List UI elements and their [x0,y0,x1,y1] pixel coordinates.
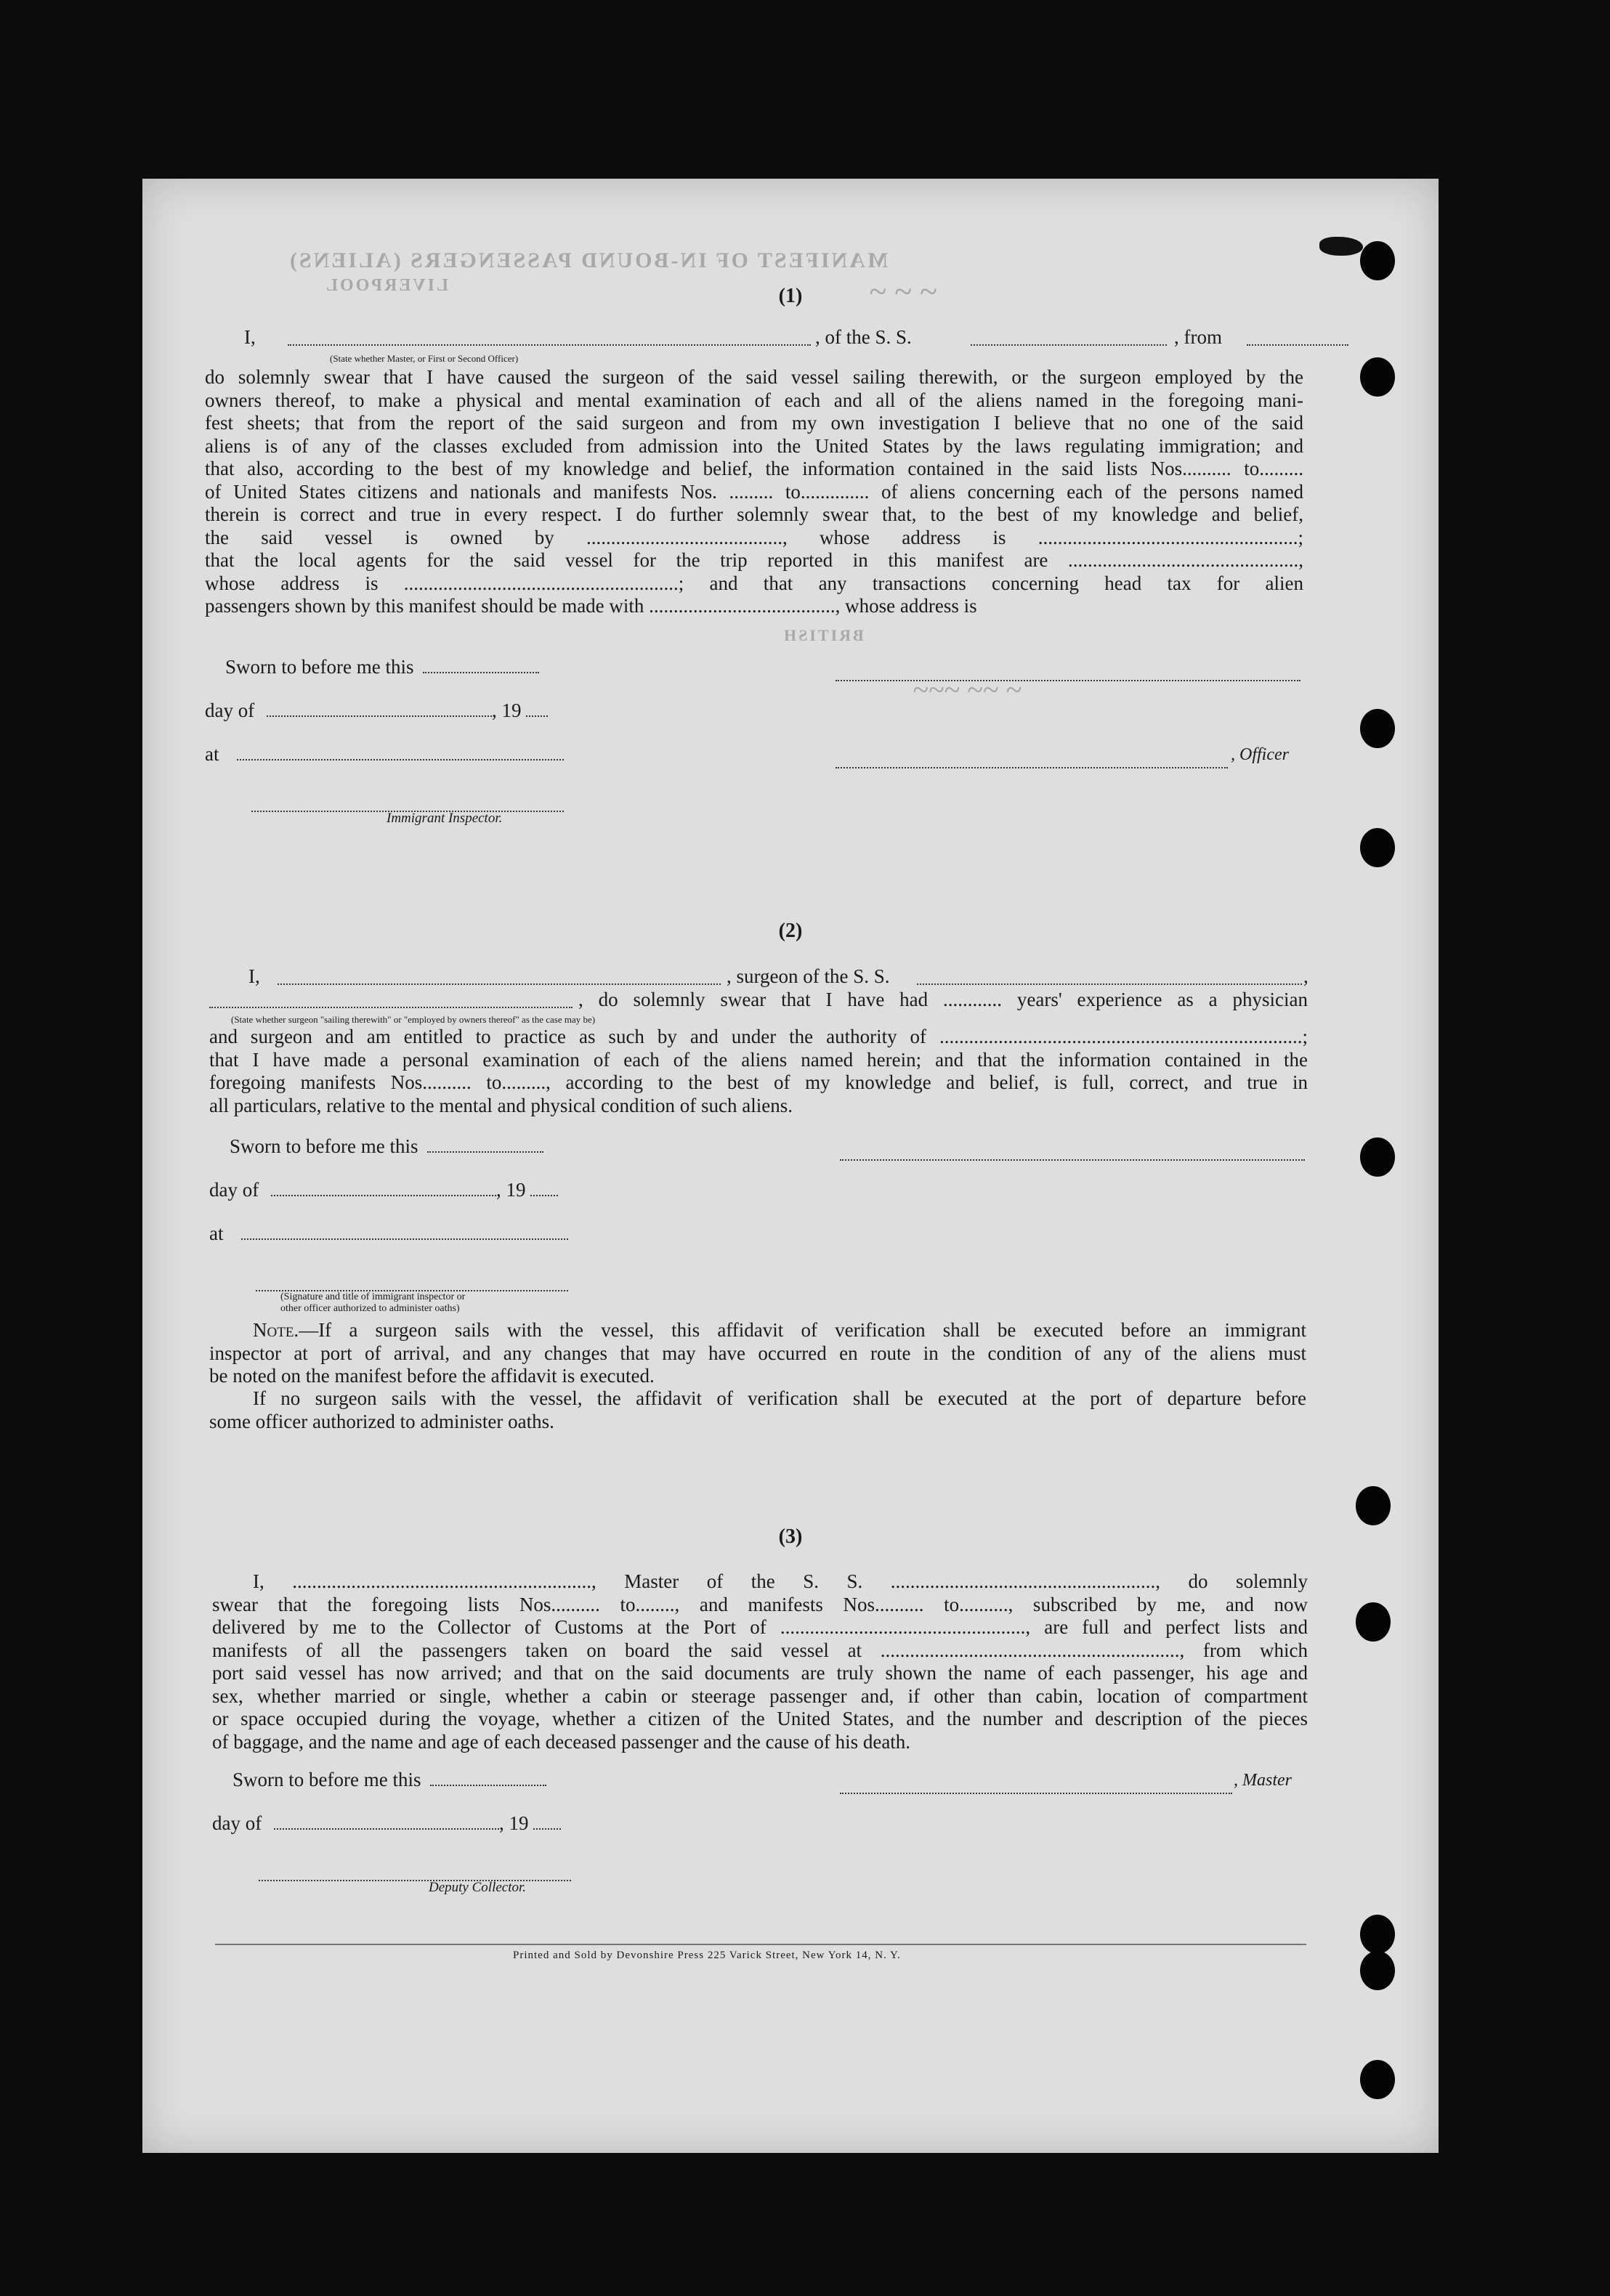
section-3-line: sex, whether married or single, whether a cabin or steerage passenger and, if other than cabin, location of compartment [212,1684,1308,1707]
form-sheet: MANIFEST OF IN-BOUND PASSENGERS (ALIENS) LIVERPOOL ~ ~ ~ (1) I, , of the S. S. , from (State whether Master, or First or Second Officer) do solemnly swear that I have caused the surgeon of the said vessel sailing therewith, or the surgeon employed by the owners thereof, to make a physical and mental examination of each and all of the aliens named in the foregoing mani- fest sheets; that from the report of the said surgeon and from my own investigation I believe that no one of the said aliens is of any of the classes excluded from admission into the United States by the laws regulating immigration; and that also, according to the best of my knowledge and belief, the information contained in the said lists Nos.......... to......... of United States citizens and nationals and manifests Nos. ......... to.............. of aliens concerning each of the persons named therein is correct and true in every respect. I do further solemnly swear that, to the best of my knowledge and belief, the said vessel is owned by ........................................, whose address is .....................................................; that the local agents for the said vessel for the trip reported in this manifest are ..............................................., whose address is ........................................................; and that any transactions concerning head tax for alien passengers shown by this manifest should be made with ......................................, whose address is BRITISH ~~~ ~~ ~ Sworn to before me this day of , 19 at , Officer Immigrant Inspector. (2) I, , surgeon of the S. S. , , do solemnly swear that I have had ............ years' experience as a physician (State whether surgeon "sailing therewith" or "employed by owners thereof" as the case may be) and surgeon and am entitled to practice as such by and under the authority of ..........................................................................; that I have made a personal examination of each of the aliens named herein; and that the information contained in the foregoing manifests Nos.......... to........., according to the best of my knowledge and belief, is full, correct, and true in all particulars, relative to the mental and physical condition of such aliens. Sworn to before me this day of , 19 at (Signature and title of immigrant inspector or other officer authorized to administer oaths) Note.—If a surgeon sails with the vessel, this affidavit of verification shall be executed before an immigrant inspector at port of arrival, and any changes that may have occurred en route in the condition of any of the aliens must be noted on the manifest before the affidavit is executed. If no surgeon sails with the vessel, the affidavit of verification shall be executed at the port of departure before some officer authorized to administer oaths. (3) I, ............................................................., Master of the S. S. ......................................................, do solemnly swear that the foregoing lists Nos.......... to........, and manifests Nos.......... to.........., subscribed by me, and now delivered by me to the Collector of Customs at the Port of .................................................., are full and perfect lists and manifests of all the passengers taken on board the said vessel at ............................................................., from which port said vessel has now arrived; and that on the said documents are truly shown the name of each passenger, his age and sex, whether married or single, whether a cabin or steerage passenger and, if other than cabin, location of compartment or space occupied during the voyage, whether a citizen of the United States, and the number and description of the pieces of baggage, and the name and age of each deceased passenger and the cause of his death. Sworn to before me this , Master day of , 19 Deputy Collector. Printed and Sold by Devonshire Press 225 Varick Street, New York 14, N. Y. [142,179,1439,2153]
day-field[interactable] [267,699,492,717]
section-3-line: I, ............................................................., Master of the S. S. ......................................................, do solemnly [253,1570,1308,1592]
torn-corner-mark [1319,237,1363,256]
section-1-line: of United States citizens and nationals and manifests Nos. ......... to.............. of aliens concerning each of the persons named [205,480,1303,503]
sworn-label-3: Sworn to before me this [232,1769,421,1790]
section-1-line: fest sheets; that from the report of the said surgeon and from my own investigation I believe that no one of the said [205,412,1303,434]
year-field[interactable] [526,699,548,717]
day-field-3[interactable] [274,1812,499,1830]
year-label-2: , 19 [495,1179,526,1201]
section-3-number: (3) [778,1525,803,1548]
section-1-line: that the local agents for the said vessel for the trip reported in this manifest are ..............................................., [205,549,1303,571]
at-label-2: at [209,1222,224,1244]
surgeon-caption: (State whether surgeon "sailing therewith" or "employed by owners thereof" as the case may be) [231,1014,596,1025]
punch-hole [1360,2060,1395,2099]
section-3-day [212,1812,561,1835]
section-1-line: passengers shown by this manifest should be made with ......................................, whose address is [205,595,977,617]
note-2-paragraph [209,1387,1306,1433]
vessel-name-field[interactable] [971,328,1167,346]
section-3-line: manifests of all the passengers taken on board the said vessel at ............................................................., from which [212,1639,1308,1661]
punch-hole [1360,828,1395,867]
section-1-line: do solemnly swear that I have caused the surgeon of the said vessel sailing therewith, or the surgeon employed by the [205,366,1303,388]
officer-caption: (State whether Master, or First or Second Officer) [330,353,519,364]
section-1-line: owners thereof, to make a physical and mental examination of each and all of the aliens named in the foregoing mani- [205,389,1303,411]
master-label: , Master [1234,1771,1292,1790]
section-1-number: (1) [778,285,803,307]
section-3-paragraph [212,1570,1308,1753]
section-2-paragraph [209,1026,1308,1117]
day-of-label-3: day of [212,1812,262,1834]
section-1-line: therein is correct and true in every respect. I do further solemnly swear that, to the best of my knowledge and belief, [205,503,1303,525]
sworn-label: Sworn to before me this [225,656,414,678]
section-2-surgeon: , surgeon of the S. S. [727,965,890,987]
section-2-day [209,1178,558,1201]
day-of-label: day of [205,699,255,721]
at-place-field[interactable] [237,743,564,760]
section-2-experience: , do solemnly swear that I have had ............ years' experience as a physician [578,989,1308,1010]
surgeon-vessel-field[interactable] [917,968,1302,985]
note-line: be noted on the manifest before the affidavit is executed. [209,1365,655,1387]
year-field-3[interactable] [533,1812,561,1830]
footer-rule [215,1944,1306,1945]
section-1-at [205,742,564,766]
surgeon-name-field[interactable] [278,968,721,985]
punch-hole [1356,1602,1391,1642]
surgeon-signature-field[interactable] [840,1143,1305,1161]
sworn-date-field-3[interactable] [430,1769,546,1786]
section-1-line: that also, according to the best of my knowledge and belief, the information contained in the said lists Nos.......... to......... [205,458,1303,479]
day-of-label-2: day of [209,1179,259,1201]
day-field-2[interactable] [271,1179,496,1196]
section-1-line: whose address is ........................................................; and that any transactions concerning head tax for alien [205,572,1303,594]
punch-hole [1360,1951,1395,1990]
punch-hole [1360,1915,1395,1954]
sig-caption-1: (Signature and title of immigrant inspector or [280,1291,466,1302]
note-2-line: If no surgeon sails with the vessel, the affidavit of verification shall be executed at the port of departure before [253,1387,1306,1409]
punch-hole [1356,1486,1391,1525]
section-3-sworn [232,1768,546,1791]
bleed-through-subheader: LIVERPOOL [324,276,449,295]
section-3-line: port said vessel has now arrived; and that on the said documents are truly shown the name of each passenger, his age and [212,1662,1308,1684]
sworn-label-2: Sworn to before me this [230,1135,418,1157]
punch-hole [1360,709,1395,748]
section-1-day [205,699,548,722]
section-2-line: and surgeon and am entitled to practice as such by and under the authority of ..........................................................................; [209,1026,1308,1047]
note-line: inspector at port of arrival, and any changes that may have occurred en route in the condition of any of the aliens must [209,1342,1306,1364]
master-signature-field[interactable] [840,1777,1232,1794]
section-3-line: swear that the foregoing lists Nos.......... to........, and manifests Nos.......... to.........., subscribed by me, and now [212,1593,1308,1615]
section-1-i: I, [244,326,256,348]
officer-title-field[interactable] [836,751,1228,768]
note-line [209,1319,1306,1342]
at-label: at [205,743,219,765]
handwritten-bleed-through: ~ ~ ~ [869,274,937,309]
punch-hole [1360,241,1395,280]
section-1-line: aliens is of any of the classes excluded from admission into the United States by the laws regulating immigration; and [205,434,1303,457]
deputy-signature-field[interactable] [259,1864,571,1881]
sig-caption-2: other officer authorized to administer oaths) [280,1303,460,1314]
section-1-of-ss: , of the S. S. [815,326,912,348]
section-1-paragraph [205,366,1303,618]
sworn-date-field-2[interactable] [427,1135,543,1153]
printer-imprint: Printed and Sold by Devonshire Press 225 Varick Street, New York 14, N. Y. [513,1950,901,1961]
bleed-through-stamp: BRITISH [782,626,864,644]
punch-hole [1360,1137,1395,1177]
year-label: , 19 [491,699,522,721]
section-3-line: or space occupied during the voyage, whether a citizen of the United States, and the number and description of the pieces [212,1708,1308,1729]
section-2-i: I, [248,965,260,987]
officer-signature-field[interactable] [836,664,1300,681]
deputy-caption: Deputy Collector. [429,1880,527,1895]
section-3-line: of baggage, and the name and age of each deceased passenger and the cause of his death. [212,1730,911,1753]
section-2-at [209,1222,568,1245]
officer-name-field[interactable] [288,328,811,346]
section-2-line: that I have made a personal examination of each of the aliens named herein; and that the information contained in the [209,1048,1308,1071]
from-port-field[interactable] [1247,328,1348,346]
inspector-signature-field[interactable] [251,795,564,812]
year-field-2[interactable] [530,1179,558,1196]
handwritten-bleed-through-2: ~~~ ~~ ~ [913,673,1022,706]
section-1-from: , from [1174,326,1222,348]
inspector-caption: Immigrant Inspector. [387,811,503,826]
officer-label: , Officer [1231,745,1289,764]
section-3-line: delivered by me to the Collector of Customs at the Port of .................................................., are full and perfect lists and [212,1616,1308,1638]
section-1-line: the said vessel is owned by ........................................, whose address is .....................................................; [205,526,1303,548]
note-paragraph [209,1319,1306,1388]
at-place-field-2[interactable] [241,1222,568,1240]
administering-officer-signature-field[interactable] [256,1274,568,1291]
section-1-sworn [225,655,539,678]
note-text: —If a surgeon sails with the vessel, this affidavit of verification shall be executed before an immigrant [299,1319,1306,1341]
note-label: Note. [253,1319,299,1341]
year-label-3: , 19 [498,1812,529,1834]
surgeon-status-field[interactable] [209,991,573,1008]
bleed-through-header: MANIFEST OF IN-BOUND PASSENGERS (ALIENS) [288,248,889,272]
note-2-line: some officer authorized to administer oaths. [209,1410,554,1432]
section-2-line: foregoing manifests Nos.......... to........., according to the best of my knowledge and belief, is full, correct, and true in [209,1071,1308,1093]
punch-hole [1360,357,1395,397]
section-2-line: all particulars, relative to the mental and physical condition of such aliens. [209,1094,793,1116]
section-2-number: (2) [778,920,803,942]
section-2-sworn [230,1135,543,1158]
sworn-date-field[interactable] [423,656,539,673]
